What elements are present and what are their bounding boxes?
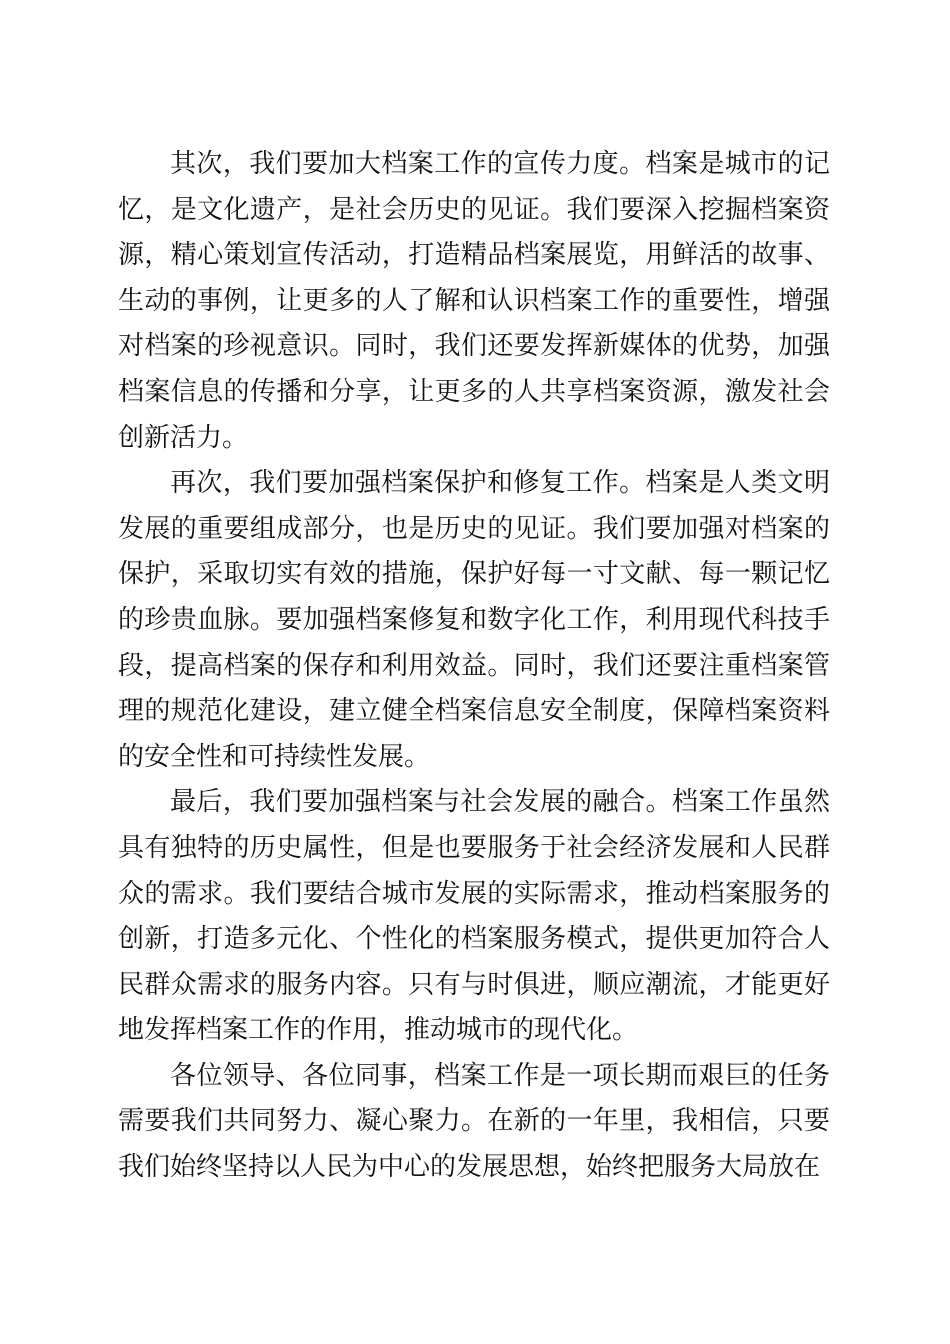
paragraph-integration: 最后，我们要加强档案与社会发展的融合。档案工作虽然具有独特的历史属性，但是也要服务于社会经济发展和人民群众的需求。我们要结合城市发展的实际需求，推动档案服务的创新，打造多元化、个性化的档案服务模式，提供更加符合人民群众需求的服务内容。只有与时俱进，顺应潮流，才能更好地发挥档案工作的作用，推动城市的现代化。 [118, 787, 830, 1046]
document-body [118, 142, 830, 1191]
paragraph-closing: 各位领导、各位同事，档案工作是一项长期而艰巨的任务需要我们共同努力、凝心聚力。在新的一年里，我相信，只要我们始终坚持以人民为中心的发展思想，始终把服务大局放在 [118, 1060, 830, 1183]
paragraph-publicity: 其次，我们要加大档案工作的宣传力度。档案是城市的记忆，是文化遗产，是社会历史的见证。我们要深入挖掘档案资源，精心策划宣传活动，打造精品档案展览，用鲜活的故事、生动的事例，让更多的人了解和认识档案工作的重要性，增强对档案的珍视意识。同时，我们还要发挥新媒体的优势，加强档案信息的传播和分享，让更多的人共享档案资源，激发社会创新活力。 [118, 149, 830, 453]
paragraph-protection: 再次，我们要加强档案保护和修复工作。档案是人类文明发展的重要组成部分，也是历史的见证。我们要加强对档案的保护，采取切实有效的措施，保护好每一寸文献、每一颗记忆的珍贵血脉。要加强档案修复和数字化工作，利用现代科技手段，提高档案的保存和利用效益。同时，我们还要注重档案管理的规范化建设，建立健全档案信息安全制度，保障档案资料的安全性和可持续性发展。 [118, 468, 830, 772]
